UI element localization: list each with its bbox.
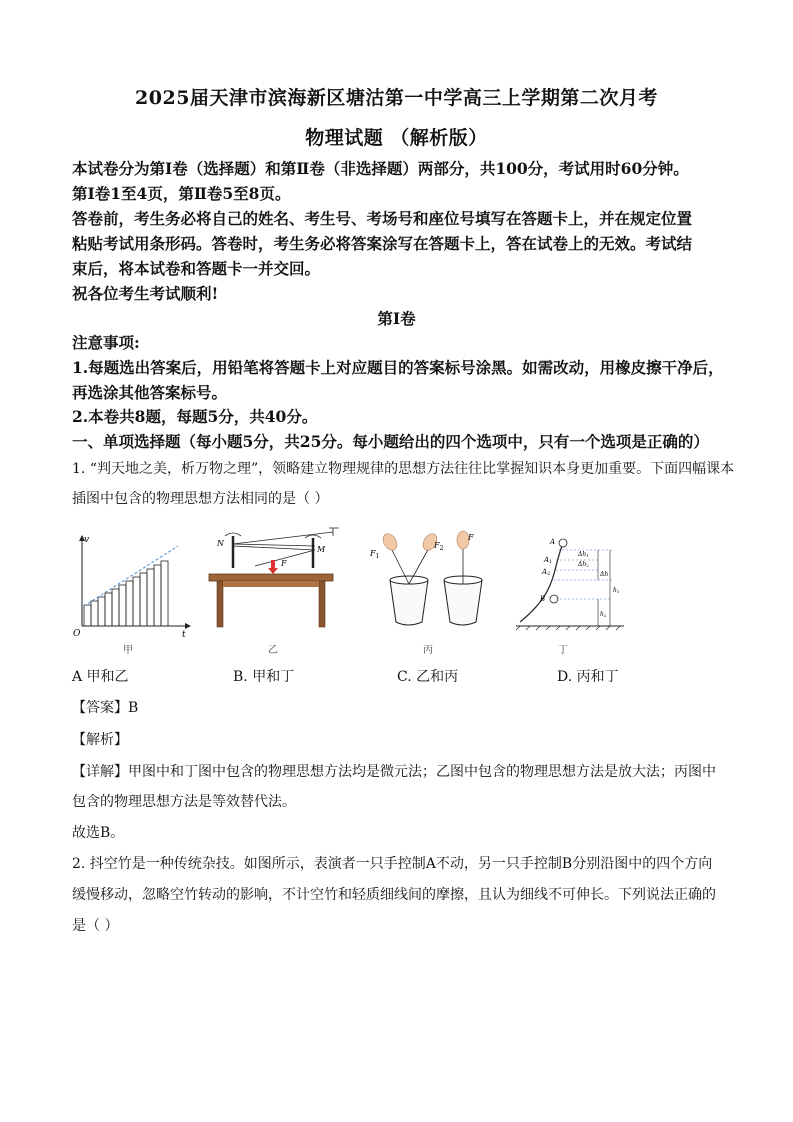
label-dh: Δh bbox=[600, 571, 609, 578]
label-h1 bbox=[613, 587, 619, 594]
conclusion-line: 故选B。 bbox=[72, 825, 125, 841]
option-a: A 甲和乙 bbox=[72, 669, 129, 685]
label-h2-subscript: 2 bbox=[603, 613, 607, 618]
label-a1-symbol: A bbox=[544, 556, 550, 564]
label-dh1-subscript: 1 bbox=[586, 553, 589, 558]
answer-line: 【答案】B bbox=[72, 700, 139, 716]
label-h1-subscript: 1 bbox=[616, 589, 620, 594]
label-m: M bbox=[317, 545, 326, 554]
label-h1-symbol: h bbox=[613, 587, 617, 594]
label-f1 bbox=[370, 549, 379, 560]
label-f: F bbox=[281, 559, 287, 568]
figure-caption-bing: 丙 bbox=[423, 645, 433, 656]
label-dh1 bbox=[577, 551, 589, 558]
detail-line: 包含的物理思想方法是等效替代法。 bbox=[72, 794, 296, 810]
origin-label: O bbox=[73, 629, 81, 639]
ground-hatch bbox=[516, 626, 620, 630]
label-a: A bbox=[550, 538, 556, 546]
intro-line: 本试卷分为第Ⅰ卷（选择题）和第Ⅱ卷（非选择题）两部分，共100分，考试用时60分钟。 bbox=[72, 159, 689, 178]
step-bars bbox=[84, 561, 168, 626]
intro-line: 答卷前，考生务必将自己的姓名、考生号、考场号和座位号填写在答题卡上，并在规定位置 bbox=[72, 209, 693, 228]
document-subtitle: 物理试题 （解析版） bbox=[305, 127, 488, 149]
trend-line bbox=[84, 546, 178, 606]
label-f: F bbox=[468, 533, 474, 542]
label-a1-subscript: 1 bbox=[549, 559, 553, 565]
question-stem-line: 1. “判天地之美，析万物之理”，领略建立物理规律的思想方法往往比掌握知识本身更加重要。下面四幅课本 bbox=[72, 461, 735, 477]
notes-line: 1.每题选出答案后，用铅笔将答题卡上对应题目的答案标号涂黑。如需改动，用橡皮擦干净后， bbox=[72, 358, 724, 377]
detail-line: 【详解】甲图中和丁图中包含的物理思想方法均是微元法；乙图中包含的物理思想方法是放大法；丙图中 bbox=[72, 764, 716, 780]
figure-caption-jia: 甲 bbox=[123, 645, 133, 656]
question-stem-line: 2. 抖空竹是一种传统杂技。如图所示，表演者一只手控制A不动，另一只手控制B分别沿图中的四个方向 bbox=[72, 856, 713, 872]
label-h2-symbol: h bbox=[600, 611, 604, 618]
intro-line: 祝各位考生考试顺利! bbox=[72, 284, 219, 303]
intro-line: 束后，将本试卷和答题卡一并交回。 bbox=[72, 259, 321, 278]
label-f1-symbol: F bbox=[370, 549, 376, 558]
label-a2-subscript: 2 bbox=[547, 571, 551, 577]
part-heading: 第Ⅰ卷 bbox=[377, 309, 416, 328]
label-f2-subscript: 2 bbox=[439, 545, 444, 552]
notes-line: 再选涂其他答案标号。 bbox=[72, 383, 228, 402]
question-stem-line: 插图中包含的物理思想方法相同的是（ ） bbox=[72, 491, 329, 507]
label-dh2-subscript: 2 bbox=[586, 563, 589, 568]
label-dh1-symbol: Δh bbox=[578, 551, 587, 558]
label-n: N bbox=[217, 539, 224, 548]
label-a1 bbox=[543, 556, 552, 565]
label-b: B bbox=[540, 595, 546, 603]
intro-line: 粘贴考试用条形码。答卷时，考生务必将答案涂写在答题卡上，答在试卷上的无效。考试结 bbox=[72, 234, 693, 253]
section-heading: 一、单项选择题（每小题5分，共25分。每小题给出的四个选项中，只有一个选项是正确的） bbox=[72, 432, 709, 451]
label-a2 bbox=[541, 568, 550, 577]
label-dh2 bbox=[577, 561, 589, 568]
label-dh2-symbol: Δh bbox=[578, 561, 587, 568]
analysis-label: 【解析】 bbox=[72, 732, 128, 748]
label-f2 bbox=[433, 541, 444, 552]
figure-caption-ding: 丁 bbox=[558, 645, 568, 656]
figure-yi-mirror-setup bbox=[205, 522, 345, 632]
option-d: D. 丙和丁 bbox=[557, 669, 619, 685]
figure-bing-force-buckets bbox=[370, 526, 500, 636]
axis-label-t: t bbox=[182, 630, 186, 640]
figure-jia-vt-graph bbox=[70, 530, 195, 640]
question-stem-line: 是（ ） bbox=[72, 918, 119, 934]
axis-label-v: v bbox=[84, 535, 90, 545]
notes-line: 2.本卷共8题，每题5分，共40分。 bbox=[72, 407, 318, 426]
label-h2 bbox=[600, 611, 607, 618]
option-c: C. 乙和丙 bbox=[397, 669, 459, 685]
document-title: 2025届天津市滨海新区塘沽第一中学高三上学期第二次月考 bbox=[135, 87, 658, 109]
intro-line: 第Ⅰ卷1至4页，第Ⅱ卷5至8页。 bbox=[72, 184, 291, 203]
question-stem-line: 缓慢移动，忽略空竹转动的影响，不计空竹和轻质细线间的摩擦，且认为细线不可伸长。下列说法正确的 bbox=[72, 887, 716, 903]
label-f1-subscript: 1 bbox=[375, 553, 380, 560]
option-b: B. 甲和丁 bbox=[233, 669, 295, 685]
notes-line: 注意事项: bbox=[72, 333, 140, 352]
label-f2-symbol: F bbox=[434, 541, 440, 550]
figure-caption-yi: 乙 bbox=[268, 645, 278, 656]
label-a2-symbol: A bbox=[542, 568, 548, 576]
figure-ding-curve-ball bbox=[512, 532, 630, 632]
